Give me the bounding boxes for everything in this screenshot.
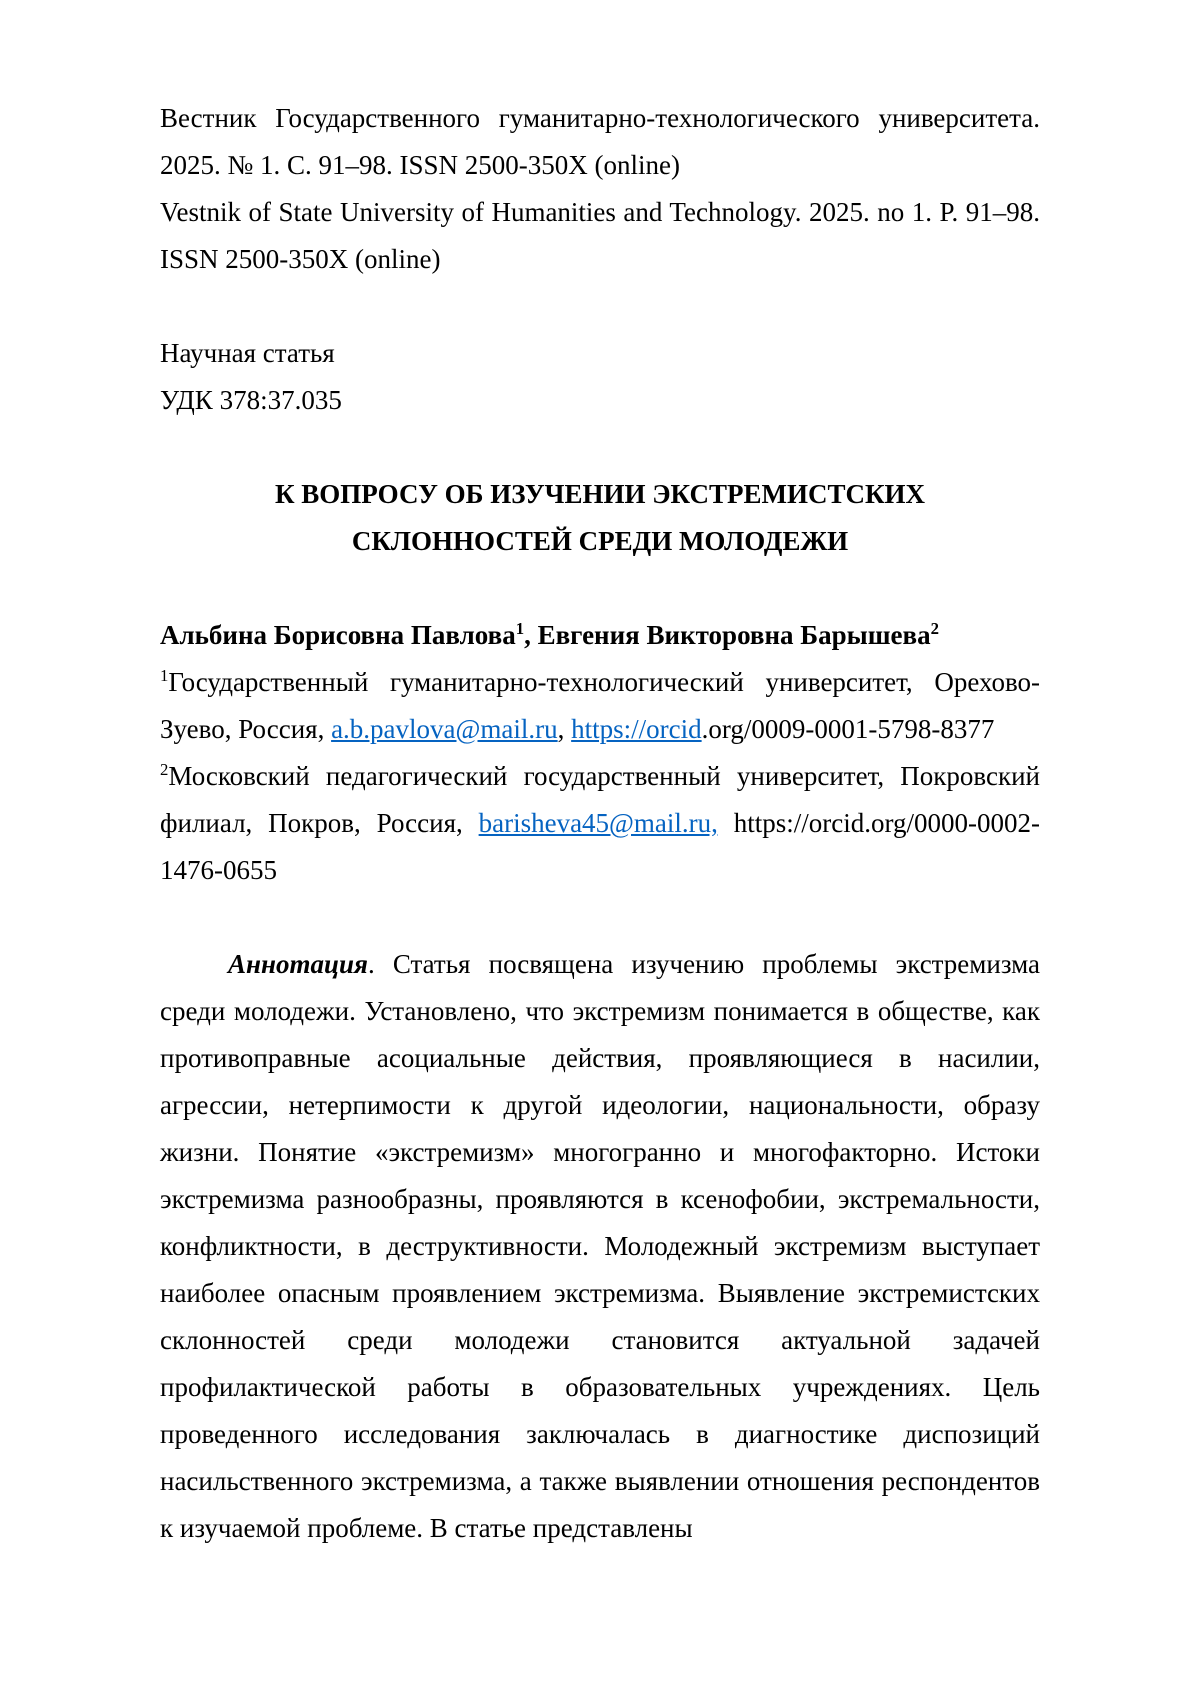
abstract-text: . Статья посвящена изучению проблемы экстремизма среди молодежи. Установлено, что экстремизм понимается в обществе, как противоправные асоциальные действия, проявляющиеся в насилии, агрессии, нетерпимости к другой идеологии, национальности, образу жизни. Понятие «экстремизм» многогранно и многофакторно. Истоки экстремизма разнообразны, проявляются в ксенофобии, экстремальности, конфликтности, в деструктивности. Молодежный экстремизм выступает наиболее опасным проявлением экстремизма. Выявление экстремистских склонностей среди молодежи становится актуальной задачей профилактической работы в образовательных учреждениях. Цель проведенного исследования заключалась в диагностике диспозиций насильственного экстремизма, а также выявлении отношения респондентов к изучаемой проблеме. В статье представлены bbox=[160, 949, 1040, 1543]
article-type-label: Научная статья bbox=[160, 338, 335, 368]
affiliation-1-text: Государственный гуманитарно-технологический университет, Орехово-Зуево, Россия, bbox=[160, 667, 1040, 744]
affiliation-1-separator: , bbox=[557, 714, 572, 744]
journal-header-ru: Вестник Государственного гуманитарно-технологического университета. 2025. № 1. С. 91–98. ISSN 2500-350X (online) bbox=[160, 103, 1040, 180]
blank-line bbox=[160, 565, 1040, 612]
article-title-line1: К ВОПРОСУ ОБ ИЗУЧЕНИИ ЭКСТРЕМИСТСКИХ bbox=[274, 479, 926, 509]
author-2-orcid-text: https://orcid.org/0000-0002-1476-0655 bbox=[160, 808, 1040, 885]
article-title bbox=[160, 471, 1040, 565]
abstract-paragraph bbox=[160, 941, 1040, 1552]
abstract-label: Аннотация bbox=[228, 949, 368, 979]
article-title-line2: СКЛОННОСТЕЙ СРЕДИ МОЛОДЕЖИ bbox=[351, 526, 849, 556]
author-2-superscript: 2 bbox=[930, 619, 939, 638]
author-1-email-link[interactable]: a.b.pavlova@mail.ru bbox=[331, 714, 558, 744]
affiliation-2 bbox=[160, 753, 1040, 894]
affiliation-2-text: Московский педагогический государственный университет, Покровский филиал, Покров, Россия, bbox=[160, 761, 1040, 838]
author-2-email-link[interactable]: barisheva45@mail.ru, bbox=[478, 808, 718, 838]
author-2-name: Евгения Викторовна Барышева bbox=[537, 620, 931, 650]
affiliation-1-superscript: 1 bbox=[160, 666, 169, 685]
authors-separator: , bbox=[524, 620, 538, 650]
affiliation-1 bbox=[160, 659, 1040, 753]
author-1-orcid-rest: .org/0009-0001-5798-8377 bbox=[701, 714, 995, 744]
authors-line bbox=[160, 612, 1040, 659]
blank-line bbox=[160, 424, 1040, 471]
blank-line bbox=[160, 894, 1040, 941]
blank-line bbox=[160, 283, 1040, 330]
udc-code: УДК 378:37.035 bbox=[160, 385, 342, 415]
journal-header-en: Vestnik of State University of Humanities and Technology. 2025. no 1. P. 91–98. ISSN 2500-350X (online) bbox=[160, 197, 1040, 274]
author-1-name: Альбина Борисовна Павлова bbox=[160, 620, 516, 650]
author-1-orcid-link[interactable]: https://orcid bbox=[571, 714, 702, 744]
author-1-superscript: 1 bbox=[515, 619, 525, 638]
affiliation-2-superscript: 2 bbox=[160, 760, 169, 779]
